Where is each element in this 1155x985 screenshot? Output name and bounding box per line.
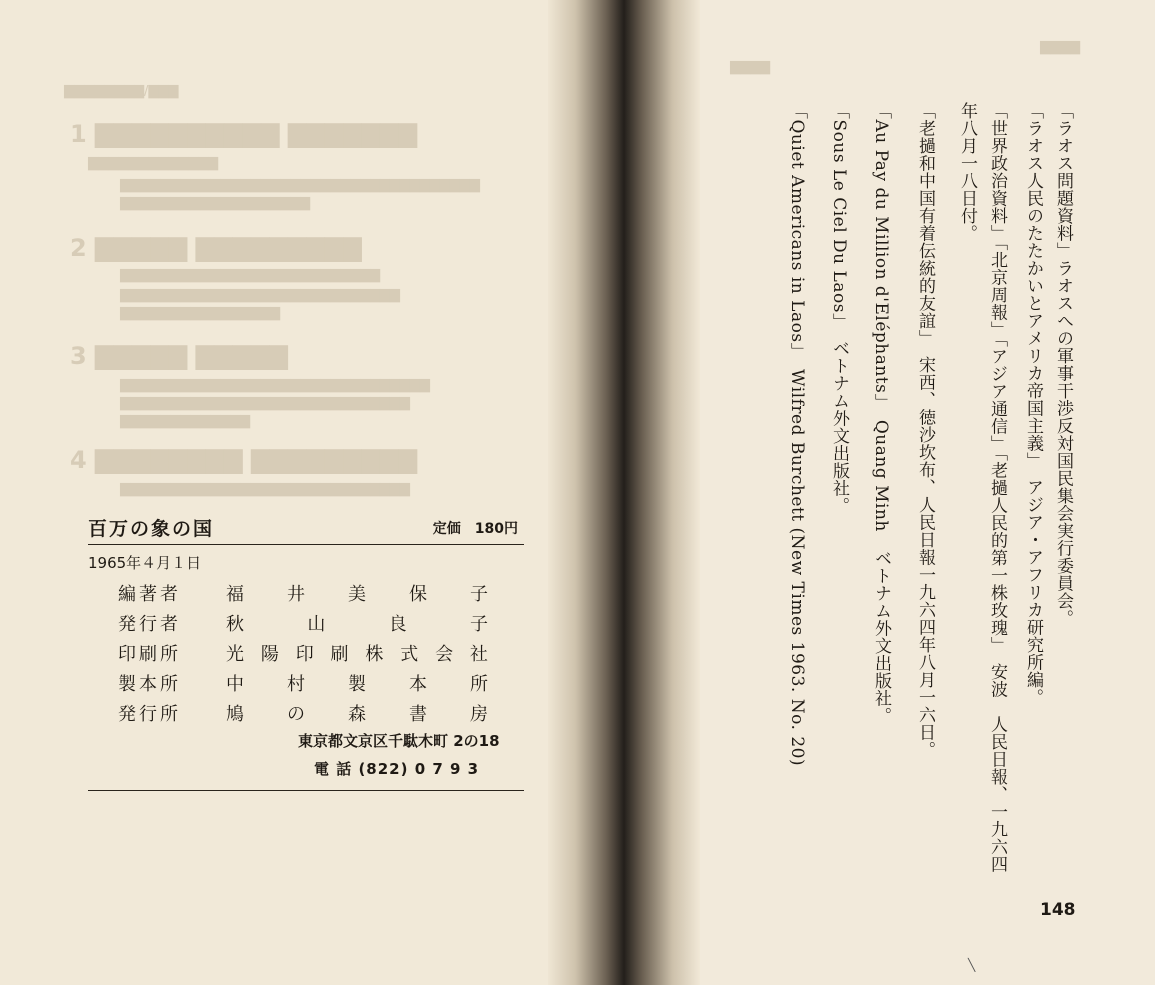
tick-mark: ╲: [968, 958, 976, 972]
name-value: 光 陽 印 刷 株 式 会 社: [226, 644, 488, 665]
reference-line: 年八月一八日付。: [957, 102, 977, 242]
name-value: 福 井 美 保 子: [226, 584, 488, 605]
name-value: 秋 山 良 子: [226, 614, 488, 635]
page-number: 148: [1040, 900, 1076, 920]
name-value: 中 村 製 本 所: [226, 674, 488, 695]
price-label: 定価: [432, 521, 461, 537]
reference-line: 「世界政治資料」「北京周報」「アジア通信」「老撾人民的第一株玫瑰」 安波 人民日報、一九六四: [987, 102, 1007, 873]
reference-line: 「Quiet Americans in Laos」 Wilfred Burchett (New Times 1963. No. 20): [787, 102, 807, 767]
reference-line: 「ラオス問題資料」ラオスへの軍事干渉反対国民集会実行委員会。: [1053, 102, 1073, 627]
price-value: 180円: [474, 521, 518, 537]
publisher-address: 東京都文京区千駄木町 2の18: [298, 732, 500, 750]
role-label: 編著者: [118, 584, 181, 605]
role-label: 発行者: [118, 614, 181, 635]
role-label: 印刷所: [118, 644, 181, 665]
publication-date: 1965年４月１日: [88, 554, 202, 572]
reference-line: 「老撾和中国有着伝統的友誼」 宋西、徳沙坎布、人民日報一九六四年八月一六日。: [915, 102, 935, 759]
reference-line: 「ラオス人民のたたかいとアメリカ帝国主義」 アジア・アフリカ研究所編。: [1023, 102, 1043, 706]
publisher-phone: 電 話 (822) 0 7 9 3: [314, 760, 480, 778]
name-value: 鳩 の 森 書 房: [226, 704, 488, 725]
book-title: 百万の象の国: [88, 518, 215, 540]
role-label: 発行所: [118, 704, 181, 725]
reference-line: 「Au Pay du Million d'Eléphants」 Quang Minh ベトナム外文出版社。: [871, 102, 891, 725]
role-label: 製本所: [118, 674, 181, 695]
reference-line: 「Sous Le Ciel Du Laos」 ベトナム外文出版社。: [829, 102, 849, 515]
